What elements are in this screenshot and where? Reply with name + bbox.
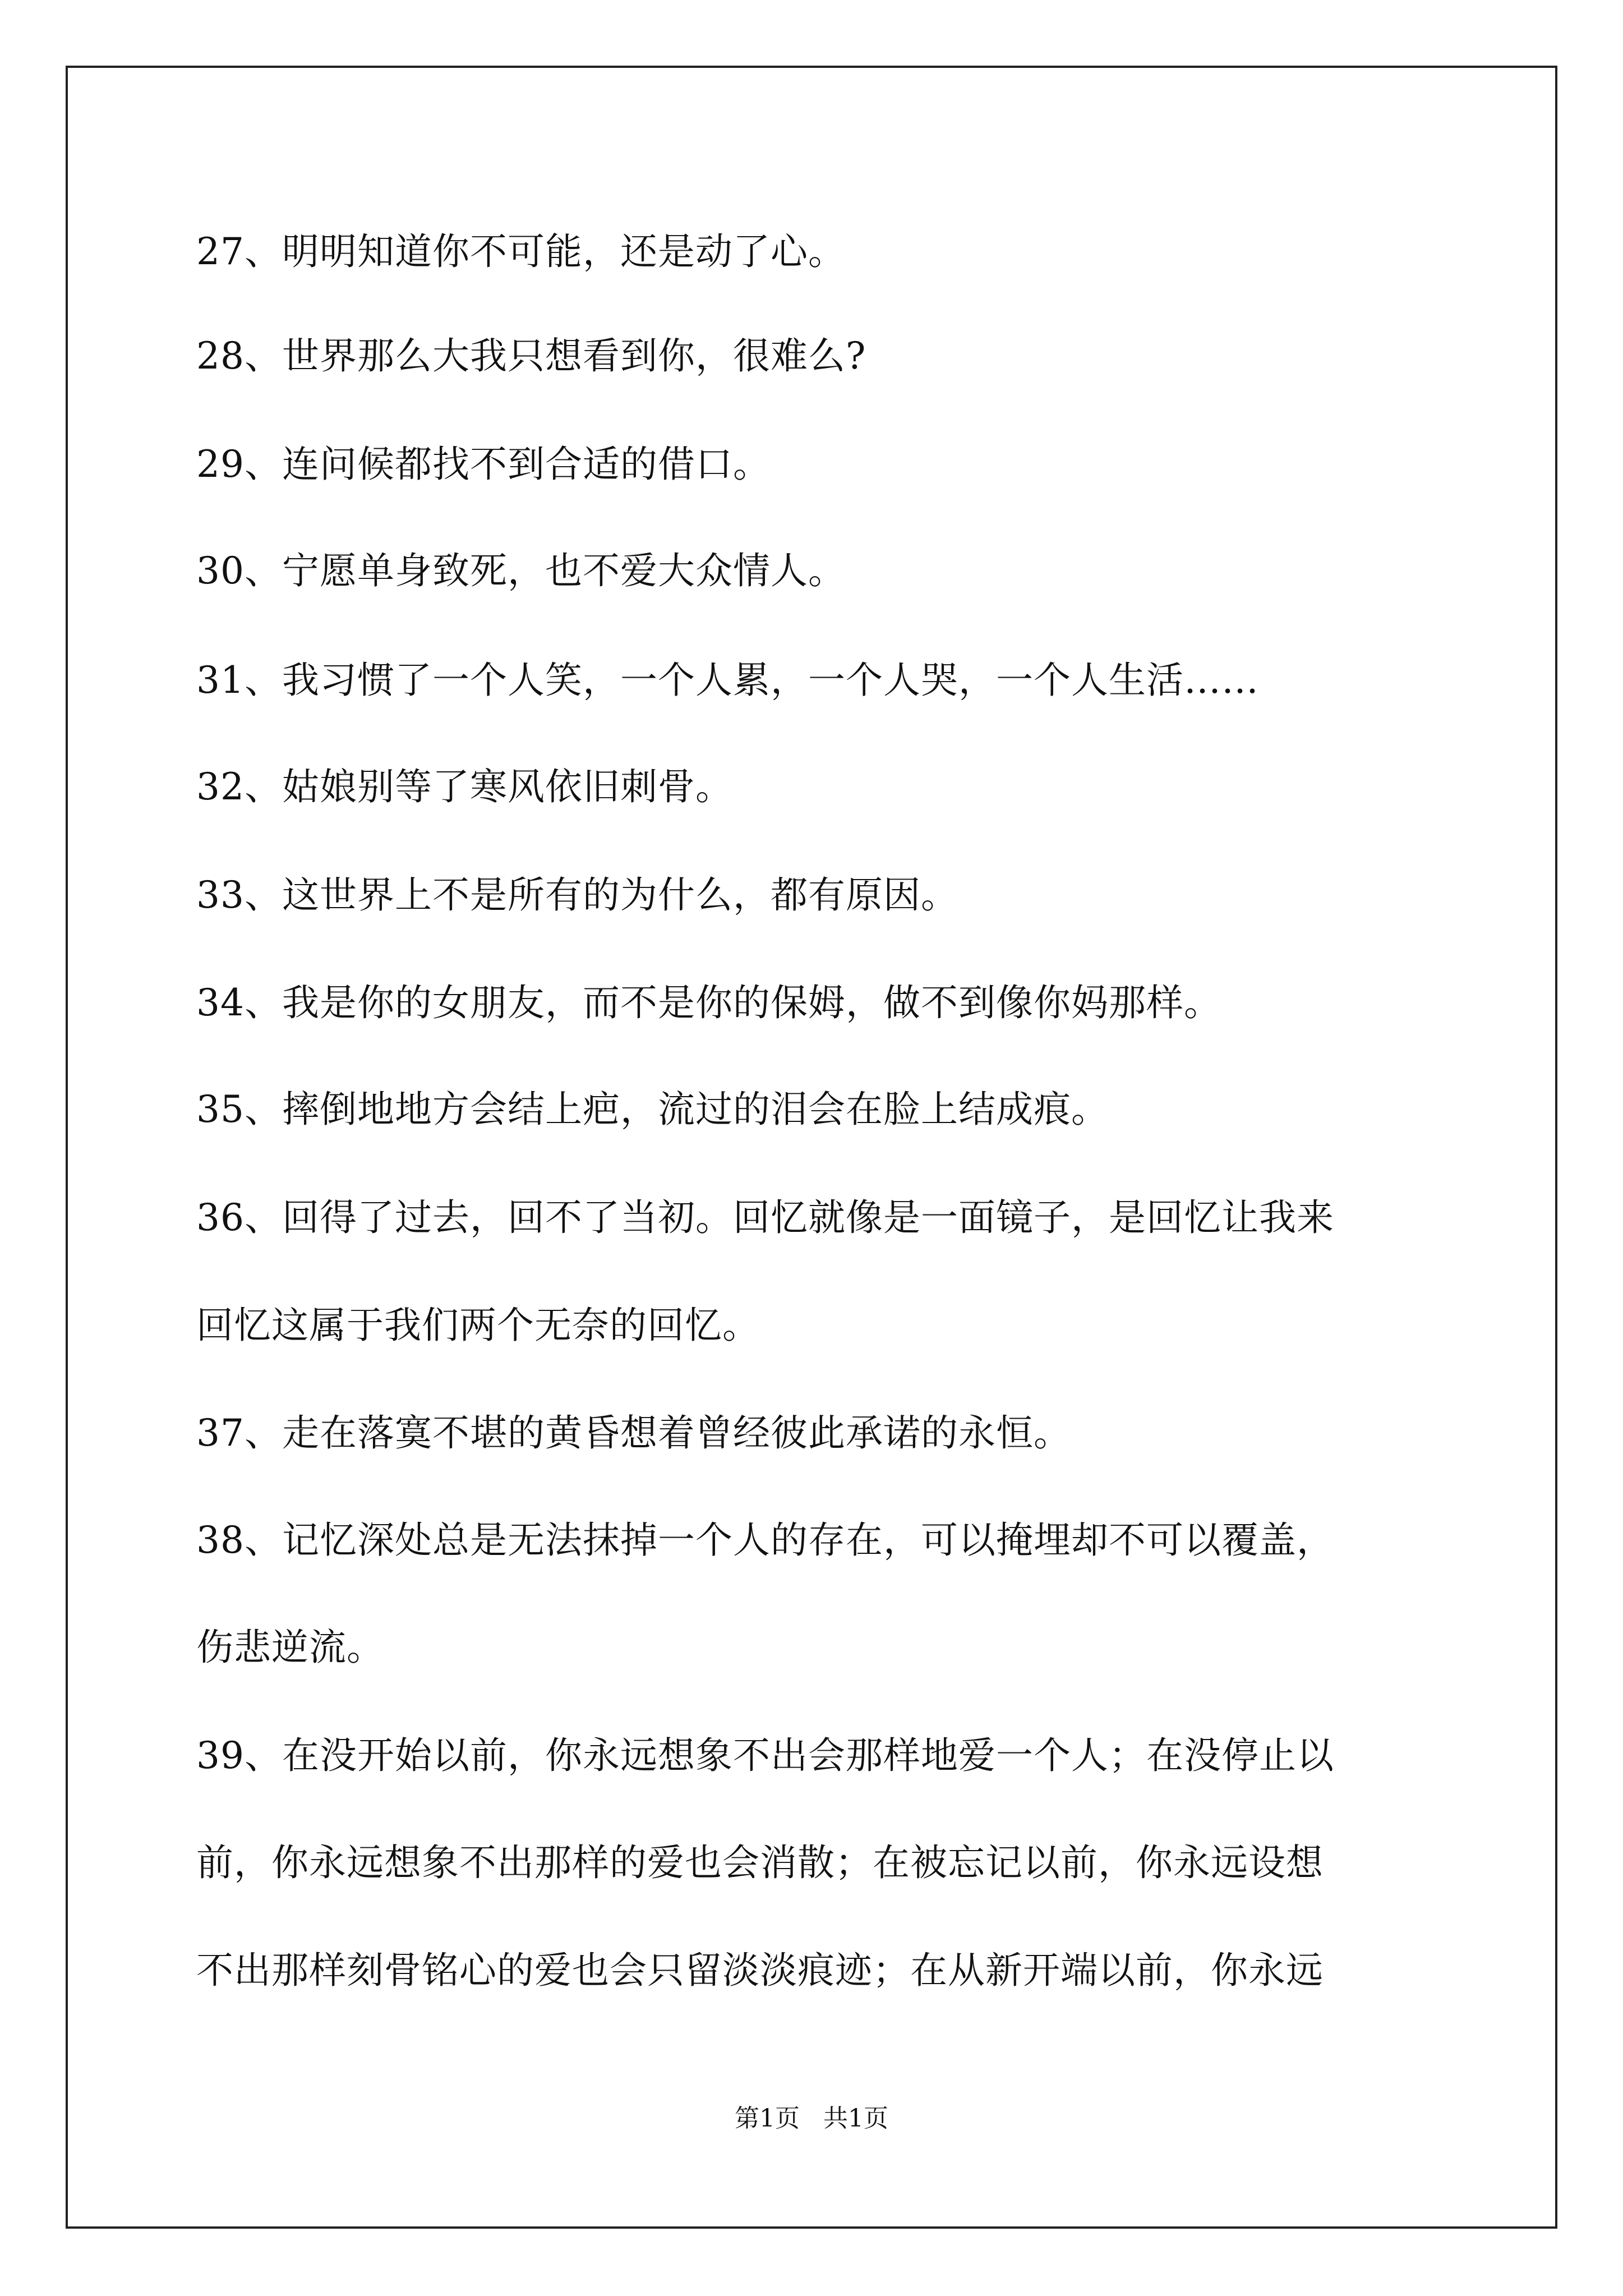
text-line: 30、宁愿单身致死，也不爱大众情人。 <box>196 549 846 592</box>
text-line: 不出那样刻骨铭心的爱也会只留淡淡痕迹；在从新开端以前，你永远 <box>196 1949 1324 1992</box>
text-line: 28、世界那么大我只想看到你，很难么? <box>196 334 866 378</box>
text-line: 37、走在落寞不堪的黄昏想着曾经彼此承诺的永恒。 <box>196 1411 1071 1455</box>
text-line: 35、摔倒地地方会结上疤，流过的泪会在脸上结成痕。 <box>196 1088 1109 1131</box>
text-line: 前，你永远想象不出那样的爱也会消散；在被忘记以前，你永远设想 <box>196 1841 1324 1884</box>
text-line: 36、回得了过去，回不了当初。回忆就像是一面镜子，是回忆让我来 <box>196 1196 1334 1239</box>
page-footer: 第1页 共1页 <box>735 2104 888 2133</box>
text-line: 34、我是你的女朋友，而不是你的保姆，做不到像你妈那样。 <box>196 981 1221 1024</box>
text-line: 回忆这属于我们两个无奈的回忆。 <box>196 1304 760 1347</box>
text-line: 33、这世界上不是所有的为什么，都有原因。 <box>196 873 958 917</box>
text-line: 29、连问候都找不到合适的借口。 <box>196 443 771 486</box>
text-line: 38、记忆深处总是无法抹掉一个人的存在，可以掩埋却不可以覆盖， <box>196 1519 1334 1562</box>
text-line: 伤悲逆流。 <box>196 1626 384 1669</box>
text-line: 32、姑娘别等了寒风依旧刺骨。 <box>196 765 733 808</box>
text-line: 39、在没开始以前，你永远想象不出会那样地爱一个人；在没停止以 <box>196 1734 1334 1777</box>
text-line: 31、我习惯了一个人笑，一个人累，一个人哭，一个人生活…… <box>196 659 1259 702</box>
text-line: 27、明明知道你不可能，还是动了心。 <box>196 230 846 273</box>
page-border <box>66 66 1557 2229</box>
